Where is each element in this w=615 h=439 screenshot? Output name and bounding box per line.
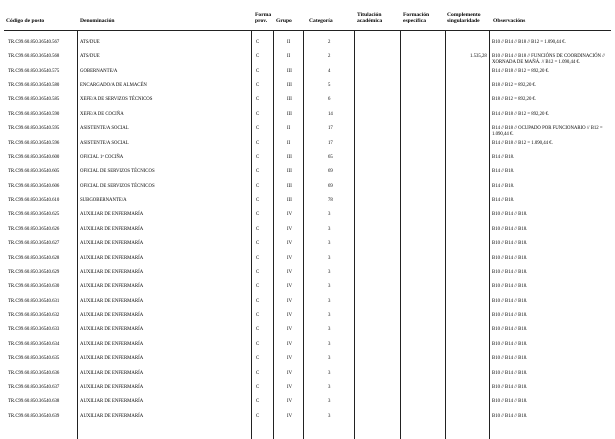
cell-grupo: IV [287, 341, 293, 347]
cell-codigo: TR.C99.60.850.36540.631 [8, 298, 60, 304]
cell-grupo: IV [287, 327, 293, 333]
cell-categoria: 3 [328, 226, 331, 232]
cell-forma-prov: C [256, 140, 260, 146]
cell-denominacion: AUXILIAR DE ENFERMARÍA [80, 269, 144, 275]
cell-grupo: III [287, 183, 292, 189]
cell-categoria: 3 [328, 341, 331, 347]
cell-codigo: TR.C99.60.850.36540.632 [8, 313, 60, 319]
cell-codigo: TR.C99.60.850.36540.639 [8, 413, 60, 419]
cell-denominacion: ASISTENTE/A SOCIAL [80, 126, 129, 132]
cell-codigo: TR.C99.60.850.36540.626 [8, 226, 60, 232]
cell-categoria: 3 [328, 298, 331, 304]
cell-denominacion: XEFE/A DE COCIÑA [80, 111, 124, 117]
cell-categoria: 2 [328, 54, 331, 60]
cell-grupo: IV [287, 269, 293, 275]
cell-categoria: 5 [328, 83, 331, 89]
cell-forma-prov: C [256, 413, 260, 419]
cell-codigo: TR.C99.60.850.36540.585 [8, 97, 60, 103]
cell-forma-prov: C [256, 241, 260, 247]
cell-categoria: 3 [328, 327, 331, 333]
column-divider [77, 30, 78, 439]
cell-grupo: III [287, 154, 292, 160]
cell-categoria: 3 [328, 212, 331, 218]
cell-categoria: 3 [328, 241, 331, 247]
cell-forma-prov: C [256, 83, 260, 89]
cell-forma-prov: C [256, 399, 260, 405]
cell-codigo: TR.C99.60.850.36540.625 [8, 212, 60, 218]
cell-codigo: TR.C99.60.850.36540.596 [8, 140, 60, 146]
cell-denominacion: ATS/DUE [80, 40, 100, 45]
cell-categoria: 65 [328, 154, 333, 160]
cell-denominacion: OFICIAL 1ª COCIÑA [80, 154, 124, 160]
cell-denominacion: AUXILIAR DE ENFERMARÍA [80, 298, 144, 304]
cell-denominacion: AUXILIAR DE ENFERMARÍA [80, 341, 144, 347]
cell-observacions: B10 // B14 // B18. [492, 212, 528, 218]
cell-complemento: 1.535,28 [470, 54, 487, 60]
column-divider [273, 30, 274, 439]
cell-categoria: 3 [328, 370, 331, 376]
cell-codigo: TR.C99.60.850.36540.638 [8, 399, 60, 405]
cell-observacions: B10 // B14 // B18. [492, 370, 528, 376]
cell-grupo: IV [287, 241, 293, 247]
cell-grupo: II [287, 54, 291, 60]
cell-forma-prov: C [256, 284, 260, 290]
column-divider [251, 30, 252, 439]
cell-codigo: TR.C99.60.850.36540.634 [8, 341, 60, 347]
cell-denominacion: AUXILIAR DE ENFERMARÍA [80, 370, 144, 376]
cell-categoria: 78 [328, 198, 333, 204]
cell-codigo: TR.C99.60.850.36540.630 [8, 284, 60, 290]
cell-categoria: 2 [328, 40, 331, 45]
cell-forma-prov: C [256, 111, 260, 117]
header-complemento: Complemento singularidade [447, 12, 481, 24]
cell-grupo: IV [287, 313, 293, 319]
cell-observacions: B18 // B12 = 892,20 €. [492, 97, 537, 103]
cell-grupo: II [287, 140, 291, 146]
cell-observacions: B14 // B18. [492, 183, 515, 189]
cell-denominacion: OFICIAL DE SERVIZOS TÉCNICOS [80, 183, 155, 189]
cell-categoria: 17 [328, 126, 333, 132]
cell-codigo: TR.C99.60.850.36540.567 [8, 40, 60, 45]
cell-denominacion: ENCARGADO/A DE ALMACÉN [80, 83, 147, 89]
cell-categoria: 69 [328, 183, 333, 189]
cell-denominacion: ATS/DUE [80, 54, 100, 60]
cell-denominacion: AUXILIAR DE ENFERMARÍA [80, 413, 144, 419]
header-formacion: Formación específica [403, 12, 430, 24]
cell-grupo: III [287, 198, 292, 204]
column-divider [303, 30, 304, 439]
cell-grupo: IV [287, 226, 293, 232]
cell-codigo: TR.C99.60.850.36540.580 [8, 83, 60, 89]
cell-observacions: B10 // B14 // B18. [492, 241, 528, 247]
cell-forma-prov: C [256, 313, 260, 319]
cell-denominacion: AUXILIAR DE ENFERMARÍA [80, 356, 144, 362]
cell-grupo: III [287, 68, 292, 74]
cell-forma-prov: C [256, 327, 260, 333]
cell-observacions: B10 // B14 // B18 // B12 = 1.090,44 €. [492, 40, 566, 45]
cell-grupo: III [287, 97, 292, 103]
cell-observacions: B10 // B14 // B18. [492, 226, 528, 232]
cell-denominacion: AUXILIAR DE ENFERMARÍA [80, 241, 144, 247]
cell-forma-prov: C [256, 97, 260, 103]
header-codigo: Código de posto [6, 18, 45, 24]
cell-codigo: TR.C99.60.850.36540.606 [8, 183, 60, 189]
cell-grupo: IV [287, 298, 293, 304]
cell-categoria: 6 [328, 97, 331, 103]
cell-forma-prov: C [256, 212, 260, 218]
cell-observacions: B18 // B12 = 892,20 €. [492, 83, 537, 89]
cell-observacions: B10 // B14 // B18. [492, 384, 528, 390]
cell-observacions: B10 // B14 // B18. [492, 399, 528, 405]
cell-forma-prov: C [256, 198, 260, 204]
cell-grupo: III [287, 83, 292, 89]
cell-denominacion: AUXILIAR DE ENFERMARÍA [80, 212, 144, 218]
cell-forma-prov: C [256, 68, 260, 74]
cell-codigo: TR.C99.60.850.36540.590 [8, 111, 60, 117]
header-rule [4, 30, 611, 31]
cell-categoria: 69 [328, 169, 333, 175]
header-titulacion: Titulación académica [357, 12, 383, 24]
cell-observacions: B10 // B14 // B18. [492, 255, 528, 261]
cell-forma-prov: C [256, 341, 260, 347]
cell-codigo: TR.C99.60.850.36540.605 [8, 169, 60, 175]
cell-grupo: II [287, 40, 291, 45]
cell-categoria: 3 [328, 269, 331, 275]
cell-codigo: TR.C99.60.850.36540.636 [8, 370, 60, 376]
cell-codigo: TR.C99.60.850.36540.610 [8, 198, 60, 204]
column-divider [489, 30, 490, 439]
cell-denominacion: AUXILIAR DE ENFERMARÍA [80, 327, 144, 333]
cell-grupo: IV [287, 255, 293, 261]
cell-observacions: B14 // B18 // B12 = 892,20 €. [492, 111, 550, 117]
cell-denominacion: OFICIAL DE SERVIZOS TÉCNICOS [80, 169, 155, 175]
cell-categoria: 4 [328, 68, 331, 74]
cell-grupo: IV [287, 413, 293, 419]
column-divider [354, 30, 355, 439]
cell-observacions: B10 // B14 // B18. [492, 298, 528, 304]
cell-grupo: III [287, 169, 292, 175]
cell-observacions: B10 // B14 // B18 // FUNCIÓNS DE COORDINACIÓN // XORNADA DE MAÑÁ. // B12 = 1.090,44 €. [492, 54, 605, 65]
cell-forma-prov: C [256, 40, 260, 45]
cell-denominacion: AUXILIAR DE ENFERMARÍA [80, 399, 144, 405]
cell-categoria: 3 [328, 284, 331, 290]
cell-denominacion: SUBGOBERNANTE/A [80, 198, 127, 204]
cell-observacions: B14 // B18. [492, 169, 515, 175]
cell-forma-prov: C [256, 54, 260, 60]
cell-forma-prov: C [256, 356, 260, 362]
cell-observacions: B10 // B14 // B18. [492, 327, 528, 333]
cell-observacions: B10 // B14 // B18. [492, 269, 528, 275]
cell-categoria: 3 [328, 399, 331, 405]
cell-forma-prov: C [256, 183, 260, 189]
cell-forma-prov: C [256, 226, 260, 232]
cell-codigo: TR.C99.60.850.36540.627 [8, 241, 60, 247]
cell-codigo: TR.C99.60.850.36540.635 [8, 356, 60, 362]
cell-observacions: B14 // B18 // B12 = 892,20 €. [492, 68, 550, 74]
cell-observacions: B14 // B18. [492, 154, 515, 160]
cell-forma-prov: C [256, 169, 260, 175]
cell-categoria: 14 [328, 111, 333, 117]
column-divider [400, 30, 401, 439]
header-observacions: Observacións [493, 18, 526, 24]
cell-categoria: 3 [328, 255, 331, 261]
cell-observacions: B10 // B14 // B18. [492, 313, 528, 319]
cell-forma-prov: C [256, 255, 260, 261]
cell-forma-prov: C [256, 370, 260, 376]
cell-observacions: B14 // B18 // B12 = 1.090,44 €. [492, 140, 553, 146]
cell-denominacion: AUXILIAR DE ENFERMARÍA [80, 313, 144, 319]
cell-observacions: B10 // B14 // B18. [492, 341, 528, 347]
cell-denominacion: AUXILIAR DE ENFERMARÍA [80, 255, 144, 261]
cell-categoria: 3 [328, 384, 331, 390]
cell-denominacion: GOBERNANTE/A [80, 68, 118, 74]
cell-denominacion: ASISTENTE/A SOCIAL [80, 140, 129, 146]
cell-grupo: IV [287, 399, 293, 405]
cell-codigo: TR.C99.60.850.36540.628 [8, 255, 60, 261]
cell-categoria: 17 [328, 140, 333, 146]
cell-observacions: B14 // B18 // OCUPADO POR FUNCIONARIO // B12 = 1.090,44 €. [492, 126, 603, 137]
cell-observacions: B14 // B18. [492, 198, 515, 204]
cell-grupo: IV [287, 384, 293, 390]
cell-forma-prov: C [256, 126, 260, 132]
cell-codigo: TR.C99.60.850.36540.568 [8, 54, 60, 60]
cell-forma-prov: C [256, 154, 260, 160]
cell-forma-prov: C [256, 384, 260, 390]
header-categoria: Categoría [309, 18, 333, 24]
cell-observacions: B10 // B14 // B18. [492, 284, 528, 290]
cell-grupo: II [287, 126, 291, 132]
cell-observacions: B10 // B14 // B18. [492, 356, 528, 362]
header-grupo: Grupo [276, 18, 292, 24]
cell-codigo: TR.C99.60.850.36540.637 [8, 384, 60, 390]
cell-codigo: TR.C99.60.850.36540.595 [8, 126, 60, 132]
cell-categoria: 3 [328, 356, 331, 362]
header-forma-prov: Forma prov. [255, 12, 272, 24]
cell-categoria: 3 [328, 413, 331, 419]
cell-observacions: B10 // B14 // B18. [492, 413, 528, 419]
column-divider [445, 30, 446, 439]
cell-denominacion: XEFE/A DE SERVIZOS TÉCNICOS [80, 97, 153, 103]
cell-grupo: IV [287, 370, 293, 376]
cell-codigo: TR.C99.60.850.36540.575 [8, 68, 60, 74]
cell-grupo: IV [287, 212, 293, 218]
cell-forma-prov: C [256, 269, 260, 275]
cell-forma-prov: C [256, 298, 260, 304]
cell-denominacion: AUXILIAR DE ENFERMARÍA [80, 226, 144, 232]
cell-denominacion: AUXILIAR DE ENFERMARÍA [80, 384, 144, 390]
cell-grupo: IV [287, 284, 293, 290]
header-denominacion: Denominación [80, 18, 115, 24]
cell-grupo: IV [287, 356, 293, 362]
cell-codigo: TR.C99.60.850.36540.600 [8, 154, 60, 160]
cell-categoria: 3 [328, 313, 331, 319]
cell-codigo: TR.C99.60.850.36540.629 [8, 269, 60, 275]
cell-denominacion: AUXILIAR DE ENFERMARÍA [80, 284, 144, 290]
cell-grupo: III [287, 111, 292, 117]
cell-codigo: TR.C99.60.850.36540.633 [8, 327, 60, 333]
